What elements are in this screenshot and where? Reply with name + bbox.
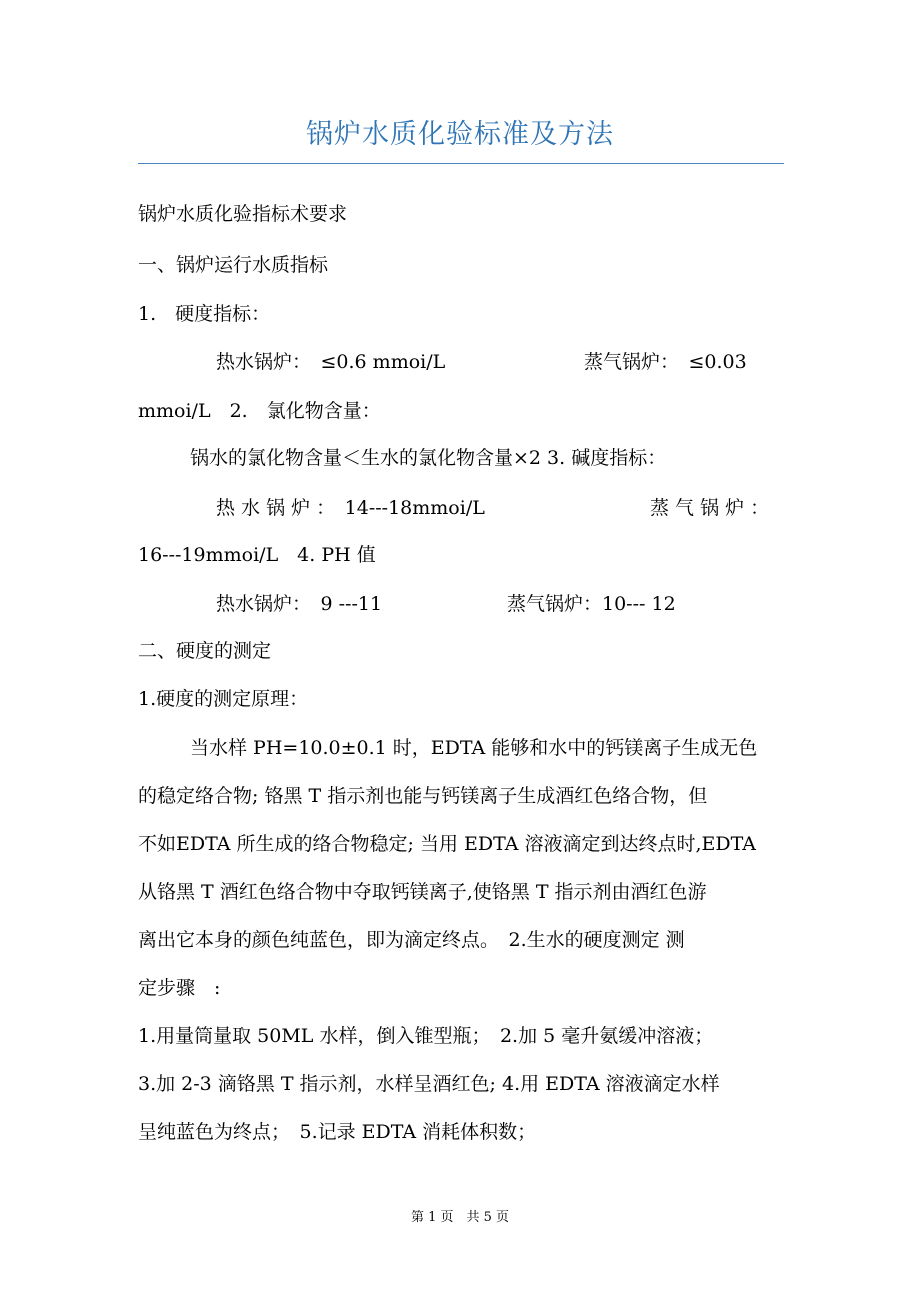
spec-steam-boiler: 蒸 气 锅 炉 ： bbox=[650, 497, 770, 519]
paragraph-line: 1.用量筒量取 50ML 水样，倒入锥型瓶； 2.加 5 毫升氨缓冲溶液； bbox=[138, 1025, 714, 1047]
list-item: 16---19mmoi/L 4. PH 值 bbox=[138, 544, 376, 566]
paragraph-line: 离出它本身的颜色纯蓝色，即为滴定终点。 2.生水的硬度测定 测 bbox=[138, 929, 685, 951]
spec-hot-water-boiler: 热水锅炉： 9 ---11 bbox=[216, 593, 383, 615]
paragraph-line: 当水样 PH=10.0±0.1 时，EDTA 能够和水中的钙镁离子生成无色 bbox=[190, 737, 758, 759]
spec-steam-boiler: 蒸气锅炉： ≤0.03 bbox=[584, 351, 747, 373]
list-item: mmoi/L 2. 氯化物含量： bbox=[138, 400, 381, 422]
paragraph-line: 3.加 2-3 滴铬黑 T 指示剂，水样呈酒红色; 4.用 EDTA 溶液滴定水样 bbox=[138, 1073, 720, 1095]
paragraph-line: 不如EDTA 所生成的络合物稳定; 当用 EDTA 溶液滴定到达终点时,EDTA bbox=[138, 833, 756, 855]
paragraph-line: 从铬黑 T 酒红色络合物中夺取钙镁离子,使铬黑 T 指示剂由酒红色游 bbox=[138, 881, 707, 903]
page-footer: 第 1 页 共 5 页 bbox=[410, 1210, 510, 1225]
spec-steam-boiler: 蒸气锅炉：10--- 12 bbox=[507, 593, 676, 615]
paragraph-line: 锅水的氯化物含量＜生水的氯化物含量×2 3. 碱度指标： bbox=[190, 447, 667, 469]
paragraph-line: 定步骤 : bbox=[138, 977, 221, 999]
list-item: 1. 硬度指标： bbox=[138, 303, 271, 325]
document-title: 锅炉水质化验标准及方法 bbox=[306, 119, 614, 150]
spec-hot-water-boiler: 热 水 锅 炉 ： 14---18mmoi/L bbox=[216, 497, 485, 519]
paragraph-line: 呈纯蓝色为终点； 5.记录 EDTA 消耗体积数； bbox=[138, 1121, 537, 1143]
title-divider bbox=[138, 163, 784, 164]
section-heading: 二、硬度的测定 bbox=[138, 640, 272, 662]
paragraph-line: 的稳定络合物; 铬黑 T 指示剂也能与钙镁离子生成酒红色络合物，但 bbox=[138, 785, 708, 807]
section-heading: 锅炉水质化验指标术要求 bbox=[138, 203, 348, 225]
section-heading: 一、锅炉运行水质指标 bbox=[138, 254, 329, 276]
spec-hot-water-boiler: 热水锅炉： ≤0.6 mmoi/L bbox=[216, 351, 446, 373]
subsection-heading: 1.硬度的测定原理： bbox=[138, 688, 309, 710]
